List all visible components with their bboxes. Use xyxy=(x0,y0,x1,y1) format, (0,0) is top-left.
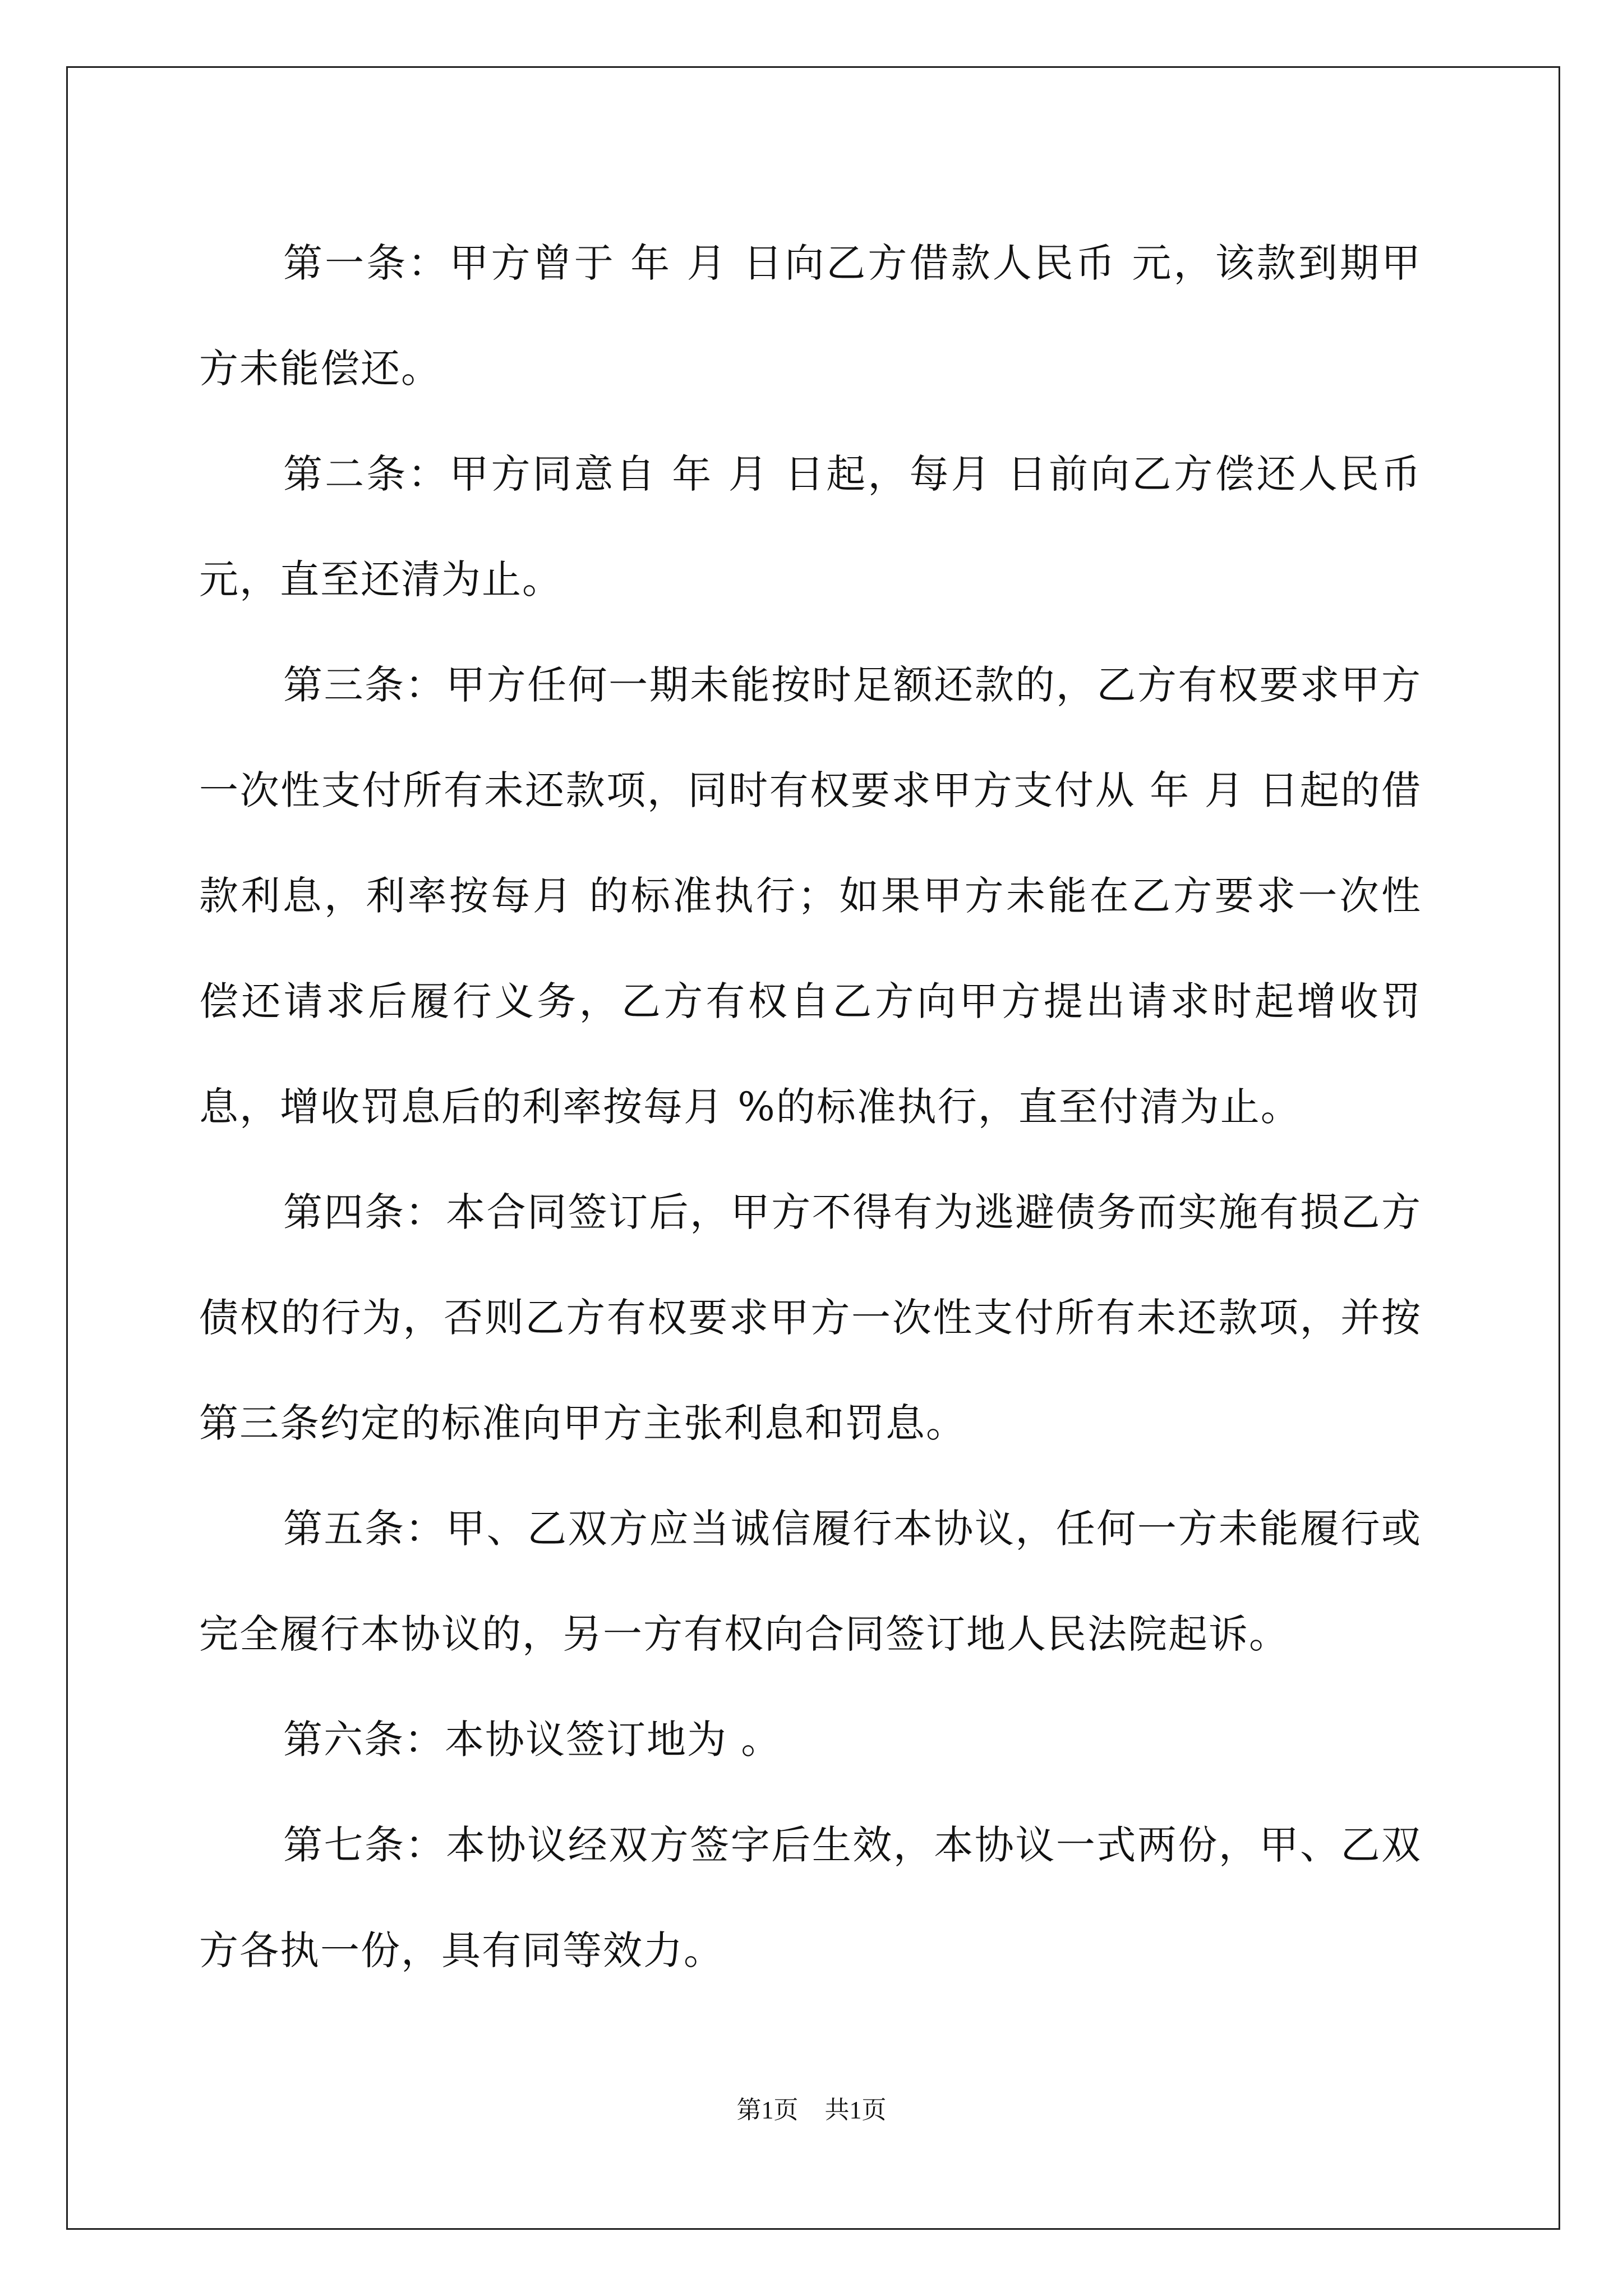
clause-7: 第七条：本协议经双方签字后生效，本协议一式两份，甲、乙双方各执一份，具有同等效力。 xyxy=(199,1822,1422,1973)
page-number: 第1页 xyxy=(736,2096,799,2124)
clause-5: 第五条：甲、乙双方应当诚信履行本协议，任何一方未能履行或完全履行本协议的，另一方有权向合同签订地人民法院起诉。 xyxy=(199,1506,1422,1657)
document-body xyxy=(199,210,1422,2003)
page-footer xyxy=(0,2090,1623,2125)
clause-4: 第四条：本合同签订后，甲方不得有为逃避债务而实施有损乙方债权的行为，否则乙方有权要求甲方一次性支付所有未还款项，并按第三条约定的标准向甲方主张利息和罚息。 xyxy=(199,1189,1422,1446)
clause-3: 第三条：甲方任何一期未能按时足额还款的，乙方有权要求甲方一次性支付所有未还款项，同时有权要求甲方支付从 年 月 日起的借款利息，利率按每月 的标准执行；如果甲方未能在乙方要求一次性偿还请求后履行义务，乙方有权自乙方向甲方提出请求时起增收罚息，增收罚息后的利率按每月 %的标准执行，直至付清为止。 xyxy=(199,662,1422,1130)
clause-2: 第二条：甲方同意自 年 月 日起，每月 日前向乙方偿还人民币 元，直至还清为止。 xyxy=(199,451,1422,602)
clause-6: 第六条：本协议签订地为 。 xyxy=(283,1717,782,1763)
page-total: 共1页 xyxy=(824,2096,887,2124)
clause-1: 第一条：甲方曾于 年 月 日向乙方借款人民币 元，该款到期甲方未能偿还。 xyxy=(199,240,1422,392)
